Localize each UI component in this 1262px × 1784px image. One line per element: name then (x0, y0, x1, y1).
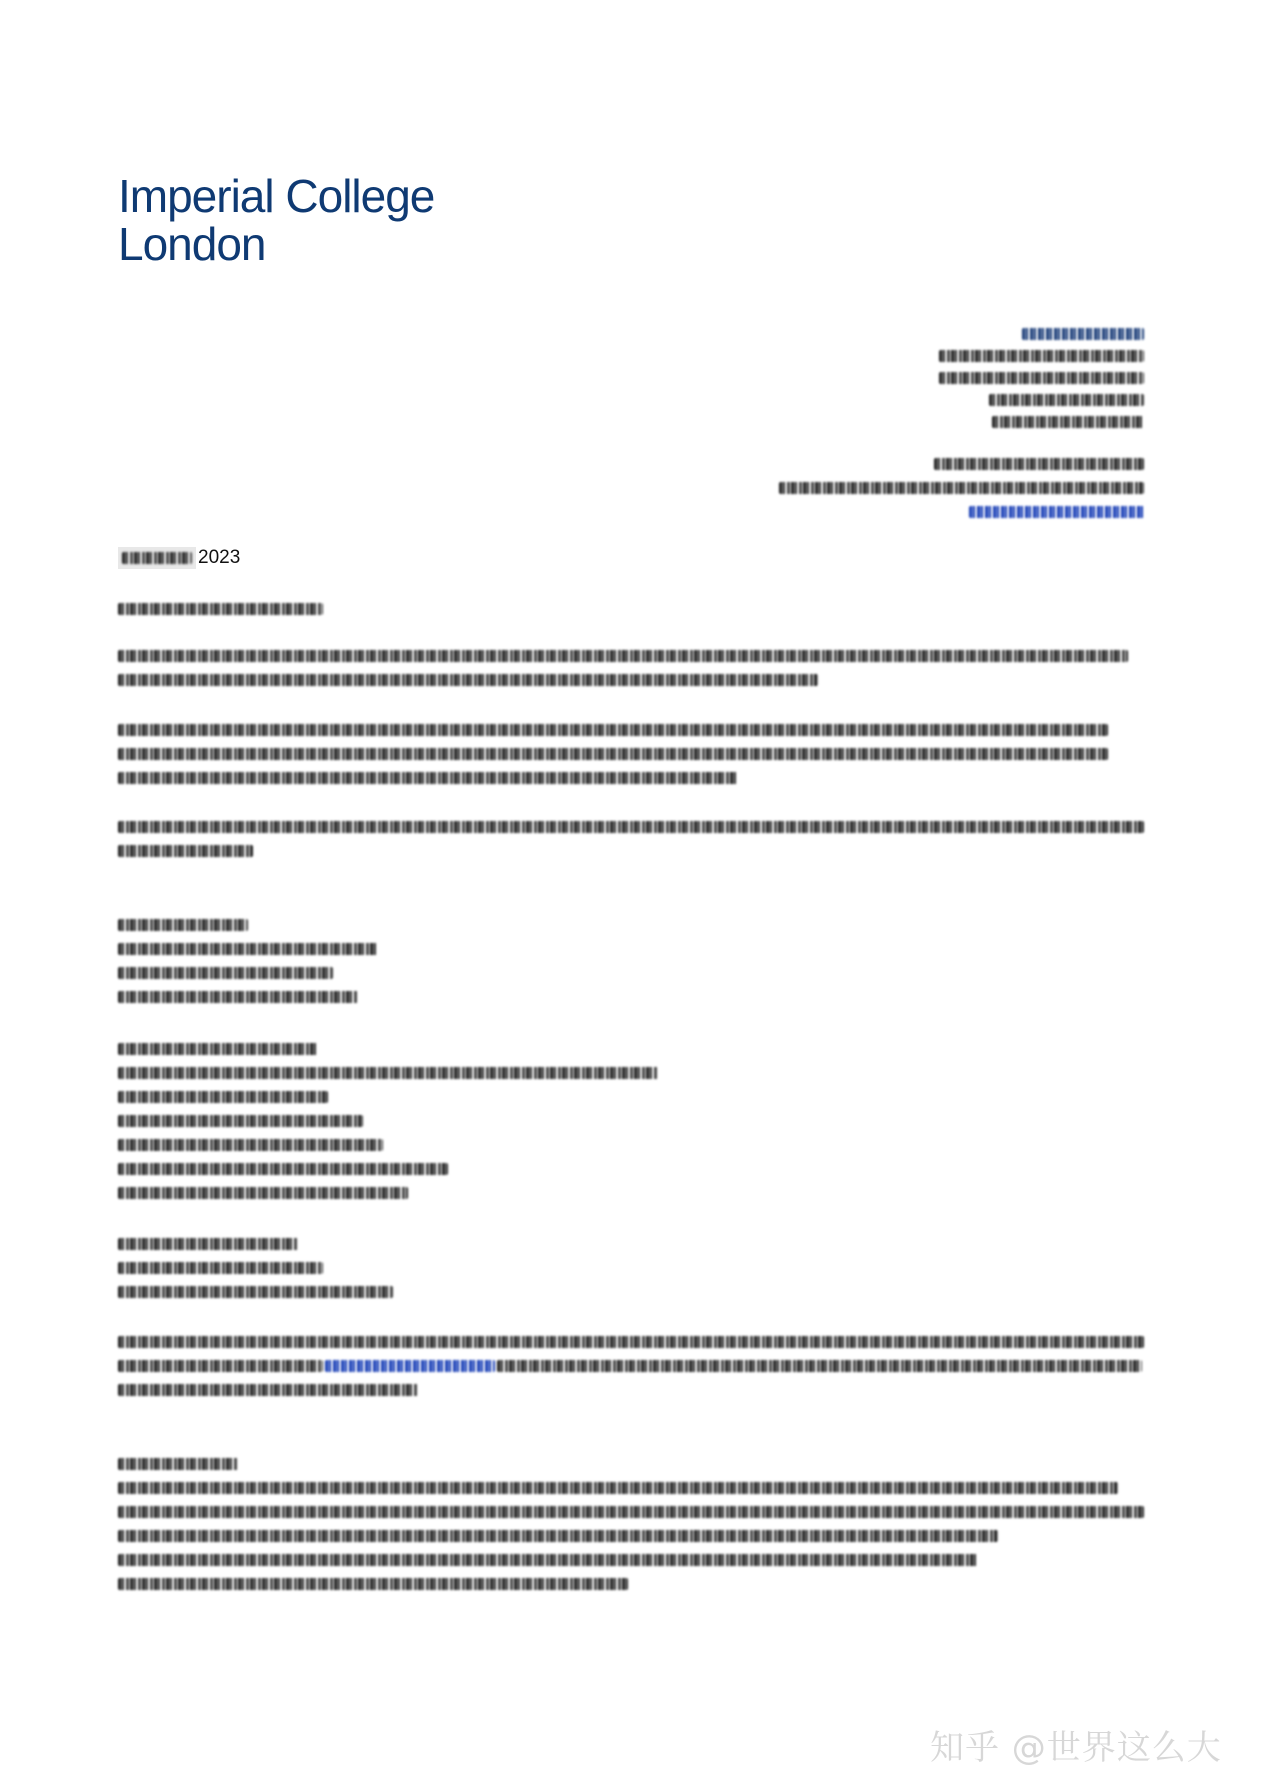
redacted-section-heading (118, 1238, 298, 1250)
zhihu-watermark: 知乎 @世界这么大 (930, 1728, 1222, 1768)
redacted-section-heading (118, 919, 248, 931)
redacted-phone (934, 458, 1144, 470)
conditions-section (118, 1452, 1144, 1596)
sender-address (939, 325, 1144, 435)
redacted-address-line (992, 416, 1144, 428)
redacted-email (779, 482, 1144, 494)
redacted-address-line (939, 372, 1144, 384)
redacted-address-line (989, 394, 1144, 406)
your-details-section (118, 913, 1144, 1009)
programme-details-section (118, 1037, 1144, 1205)
redacted-section-heading (118, 1043, 318, 1055)
redacted-date-day-month (118, 547, 196, 569)
paragraph-1 (118, 644, 1144, 692)
salutation (118, 597, 1144, 621)
redacted-website-link[interactable] (969, 506, 1144, 518)
financial-details-section (118, 1232, 1144, 1304)
logo-line-1: Imperial College (118, 170, 435, 222)
logo-line-2: London (118, 218, 266, 270)
redacted-fees-link[interactable] (325, 1360, 495, 1372)
date-year: 2023 (198, 547, 241, 568)
fees-paragraph (118, 1330, 1144, 1402)
sender-contact (779, 455, 1144, 527)
redacted-section-heading (118, 1458, 238, 1470)
redacted-sender-name (1022, 328, 1144, 340)
paragraph-3 (118, 815, 1144, 863)
letter-date (118, 545, 240, 571)
imperial-college-logo (118, 172, 434, 268)
paragraph-2 (118, 718, 1144, 790)
redacted-address-line (939, 350, 1144, 362)
